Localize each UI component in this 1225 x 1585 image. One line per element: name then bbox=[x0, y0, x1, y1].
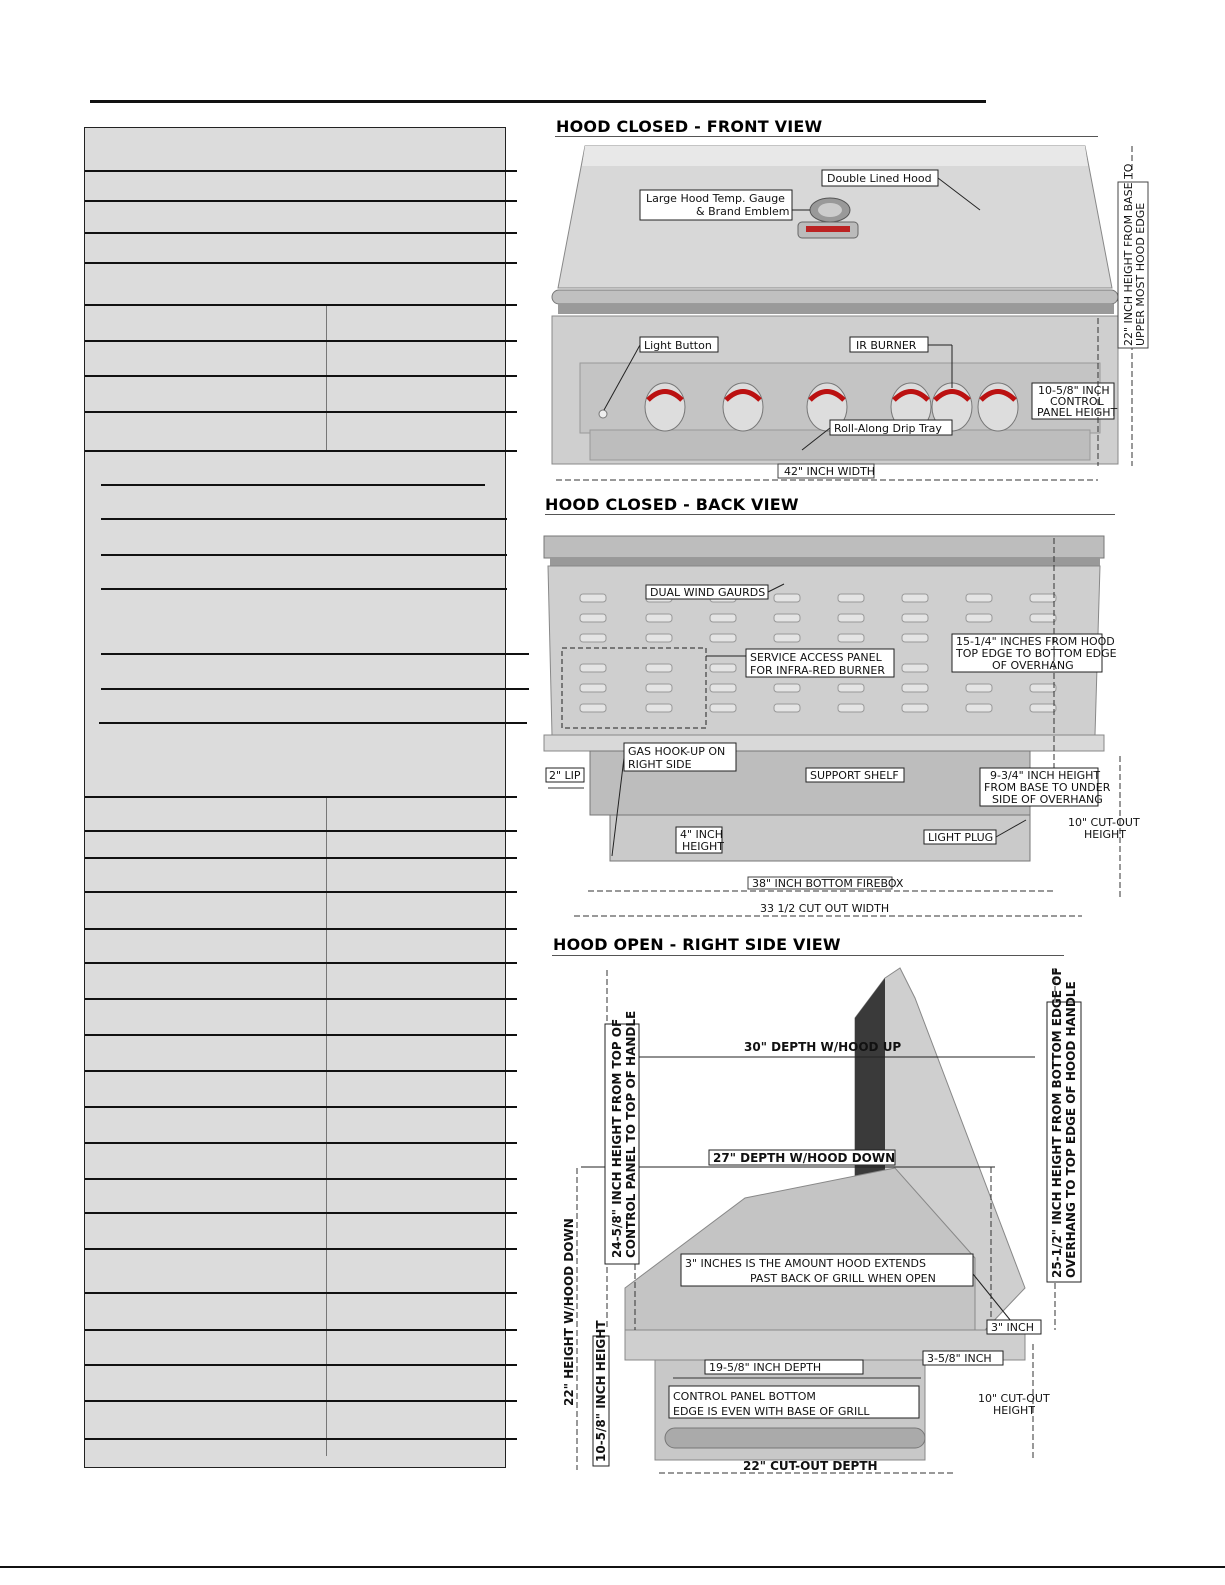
label-depth-hood-up: 30" DEPTH W/HOOD UP bbox=[744, 1040, 902, 1054]
label-gas-hookup-2: RIGHT SIDE bbox=[628, 758, 692, 771]
label-side-cutout-height-2: HEIGHT bbox=[993, 1404, 1035, 1417]
label-drip-tray: Roll-Along Drip Tray bbox=[834, 422, 942, 435]
label-hood-to-overhang-3: OF OVERHANG bbox=[992, 659, 1074, 672]
spec-row-rule bbox=[85, 1106, 517, 1108]
side-view-title-rule bbox=[552, 955, 1064, 956]
label-double-lined-hood: Double Lined Hood bbox=[827, 172, 932, 185]
spec-row-rule bbox=[85, 1248, 517, 1250]
spec-column-divider-lower bbox=[326, 796, 327, 1456]
back-view-title-rule bbox=[545, 514, 1115, 515]
spec-row-rule bbox=[85, 1070, 517, 1072]
label-base-to-overhang-2: FROM BASE TO UNDER bbox=[984, 781, 1111, 794]
label-light-plug: LIGHT PLUG bbox=[928, 831, 994, 844]
spec-row-rule bbox=[85, 830, 517, 832]
label-height-hood-down: 22" HEIGHT W/HOOD DOWN bbox=[562, 1218, 576, 1406]
front-view-title-rule bbox=[555, 136, 1098, 137]
header-rule bbox=[90, 100, 986, 103]
label-left-height-1: 24-5/8" INCH HEIGHT FROM TOP OF bbox=[610, 1018, 624, 1258]
label-width: 42" INCH WIDTH bbox=[784, 465, 876, 478]
spec-row-rule bbox=[85, 928, 517, 930]
label-side-cutout-height-1: 10" CUT-OUT bbox=[978, 1392, 1050, 1405]
footer-rule bbox=[0, 1566, 1225, 1568]
spec-row-rule bbox=[85, 375, 517, 377]
spec-inset-rule bbox=[101, 518, 507, 520]
spec-column-divider-upper bbox=[326, 304, 327, 452]
label-ir-burner: IR BURNER bbox=[856, 339, 917, 352]
spec-inset-rule bbox=[101, 554, 507, 556]
front-view-title: HOOD CLOSED - FRONT VIEW bbox=[556, 117, 823, 136]
label-base-to-overhang-3: SIDE OF OVERHANG bbox=[992, 793, 1103, 806]
spec-table bbox=[84, 127, 506, 1468]
label-nineteen-depth: 19-5/8" INCH DEPTH bbox=[709, 1361, 822, 1374]
spec-row-rule bbox=[85, 1178, 517, 1180]
label-height-side-2: UPPER MOST HOOD EDGE bbox=[1134, 202, 1147, 346]
spec-row-rule bbox=[85, 232, 517, 234]
spec-row-rule bbox=[85, 857, 517, 859]
spec-row-rule bbox=[85, 411, 517, 413]
side-view-diagram bbox=[555, 958, 1115, 1488]
spec-inset-rule bbox=[101, 588, 507, 590]
spec-row-rule bbox=[85, 1212, 517, 1214]
label-cutout-height-2: HEIGHT bbox=[1084, 828, 1126, 841]
spec-row-rule bbox=[85, 796, 517, 798]
spec-row-rule bbox=[85, 962, 517, 964]
spec-row-rule bbox=[85, 1400, 517, 1402]
back-view-title: HOOD CLOSED - BACK VIEW bbox=[545, 495, 799, 514]
label-base-to-overhang-1: 9-3/4" INCH HEIGHT bbox=[990, 769, 1101, 782]
label-support-shelf: SUPPORT SHELF bbox=[810, 769, 899, 782]
spec-row-rule bbox=[85, 170, 517, 172]
label-bottom-firebox: 38" INCH BOTTOM FIREBOX bbox=[752, 877, 904, 890]
label-hood-extends-1: 3" INCHES IS THE AMOUNT HOOD EXTENDS bbox=[685, 1257, 926, 1270]
label-control-bottom-2: EDGE IS EVEN WITH BASE OF GRILL bbox=[673, 1405, 870, 1418]
label-gauge-line2: & Brand Emblem bbox=[696, 205, 790, 218]
front-view-diagram bbox=[540, 138, 1160, 488]
label-ten-five-eighths: 10-5/8" INCH HEIGHT bbox=[594, 1320, 608, 1462]
label-hood-extends-2: PAST BACK OF GRILL WHEN OPEN bbox=[750, 1272, 936, 1285]
spec-row-rule bbox=[85, 1034, 517, 1036]
spec-row-rule bbox=[85, 1364, 517, 1366]
label-control-panel-height-2: CONTROL bbox=[1050, 395, 1104, 408]
spec-row-rule bbox=[85, 450, 517, 452]
label-wind-guards: DUAL WIND GAURDS bbox=[650, 586, 766, 599]
label-control-panel-height-3: PANEL HEIGHT bbox=[1037, 406, 1118, 419]
spec-inset-rule bbox=[101, 653, 529, 655]
label-three-five-eighths: 3-5/8" INCH bbox=[927, 1352, 992, 1365]
spec-inset-rule bbox=[99, 722, 527, 724]
spec-inset-rule bbox=[101, 484, 485, 486]
label-service-panel-2: FOR INFRA-RED BURNER bbox=[750, 664, 885, 677]
label-cutout-width: 33 1/2 CUT OUT WIDTH bbox=[760, 902, 890, 915]
label-light-button: Light Button bbox=[644, 339, 712, 352]
label-gauge-line1: Large Hood Temp. Gauge bbox=[646, 192, 785, 205]
label-hood-to-overhang-2: TOP EDGE TO BOTTOM EDGE bbox=[956, 647, 1117, 660]
spec-row-rule bbox=[85, 1329, 517, 1331]
label-cutout-depth: 22" CUT-OUT DEPTH bbox=[743, 1459, 878, 1473]
label-right-height-1: 25-1/2" INCH HEIGHT FROM BOTTOM EDGE OF bbox=[1050, 967, 1064, 1278]
spec-row-rule bbox=[85, 200, 517, 202]
label-cutout-height-1: 10" CUT-OUT bbox=[1068, 816, 1140, 829]
label-control-bottom-1: CONTROL PANEL BOTTOM bbox=[673, 1390, 816, 1403]
label-three-inch: 3" INCH bbox=[991, 1321, 1034, 1334]
label-four-inch-1: 4" INCH bbox=[680, 828, 723, 841]
label-left-height-2: CONTROL PANEL TO TOP OF HANDLE bbox=[624, 1010, 638, 1258]
label-control-panel-height-1: 10-5/8" INCH bbox=[1038, 384, 1110, 397]
spec-row-rule bbox=[85, 998, 517, 1000]
spec-row-rule bbox=[85, 891, 517, 893]
spec-row-rule bbox=[85, 1292, 517, 1294]
label-depth-hood-down: 27" DEPTH W/HOOD DOWN bbox=[713, 1151, 896, 1165]
label-height-side-1: 22" INCH HEIGHT FROM BASE TO bbox=[1122, 163, 1135, 346]
side-view-title: HOOD OPEN - RIGHT SIDE VIEW bbox=[553, 935, 841, 954]
label-right-height-2: OVERHANG TO TOP EDGE OF HOOD HANDLE bbox=[1064, 981, 1078, 1278]
spec-inset-rule bbox=[101, 688, 529, 690]
spec-row-rule bbox=[85, 304, 517, 306]
spec-row-rule bbox=[85, 340, 517, 342]
label-hood-to-overhang-1: 15-1/4" INCHES FROM HOOD bbox=[956, 635, 1115, 648]
spec-row-rule bbox=[85, 1142, 517, 1144]
label-lip: 2" LIP bbox=[549, 769, 581, 782]
spec-row-rule bbox=[85, 262, 517, 264]
spec-row-rule bbox=[85, 1438, 517, 1440]
label-four-inch-2: HEIGHT bbox=[682, 840, 724, 853]
label-service-panel-1: SERVICE ACCESS PANEL bbox=[750, 651, 882, 664]
back-view-diagram bbox=[540, 530, 1140, 930]
label-gas-hookup-1: GAS HOOK-UP ON bbox=[628, 745, 726, 758]
